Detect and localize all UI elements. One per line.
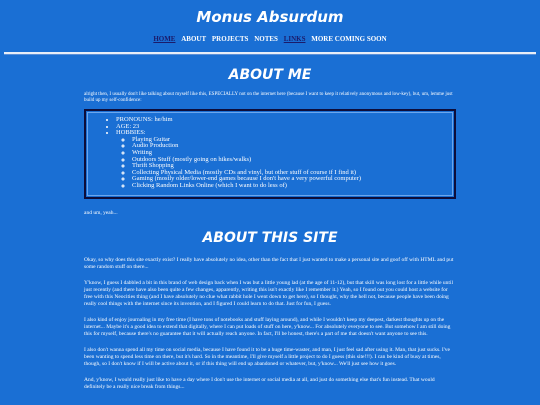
about-site-paragraph: Y'know, I guess I dabbled a bit in this brand of web design back when I was but a little young lad (at the age of 11-12), but that skill was long lost for a little while until just recently (and there have also been quite a few changes, apparently, writing this isn't exactly like I remember it.) Yeah, so I found out you could host a website for free with this Neocities thing (and I have absolutely no clue what rabbit hole I went down to get here), so I thought, why the hell not, because people have been doing really cool things with the internet since its invention, and I figured I could learn to do that. Just for fun, I guess. [84,280,454,307]
site-title: Monus Absurdum [196,8,344,26]
hobby-item: ◦ Thrift Shopping [132,163,450,170]
hobby-item: ◦ Playing Guitar [132,137,450,144]
hobby-item: ◦ Collecting Physical Media (mostly CDs and vinyl, but other stuff of course if I find it) [132,170,450,177]
hobbies-list [116,137,450,190]
about-site-heading: ABOUT THIS SITE [202,230,338,246]
nav-home-link[interactable]: HOME [153,35,176,43]
hobby-item: ◦ Outdoors Stuff (mostly going on hikes/walks) [132,157,450,164]
about-site-paragraph: And, y'know, I would really just like to have a day where I don't use the internet or social media at all, and just do something else that's fun instead. That would definitely be a really nice break from things... [84,377,435,390]
about-site-paragraph: Okay, so why does this site exactly exist? I really have absolutely no idea, other than the fact that I just wanted to make a personal site and goof off with HTML and put some random stuff on there... [84,257,454,270]
top-nav [0,35,540,43]
facts-list [86,117,450,190]
hobby-item: ◦ Clicking Random Links Online (which I want to do less of) [132,183,450,190]
nav-more-coming-soon: MORE COMING SOON [311,35,387,43]
fact-pronouns: • PRONOUNS: he/him [116,117,450,124]
hobbies-label: HOBBIES: [116,129,146,137]
nav-projects-link[interactable]: PROJECTS [211,35,249,43]
nav-notes-link[interactable]: NOTES [254,35,278,43]
fact-age: • AGE: 23 [116,124,450,131]
nav-about-link[interactable]: ABOUT [181,35,207,43]
about-me-intro: alright then, I usually don't like talking about myself like this, ESPECIALLY not on the internet here (because I want to keep it relatively anonymous and low-key), but, um, lemme just build up my self-confidence: [84,92,453,103]
hobby-item: ◦ Gaming (mostly older/lower-end games because I don't have a very powerful computer) [132,176,450,183]
fact-hobbies [116,130,450,189]
header-divider [4,52,536,55]
about-me-outro: and um, yeah... [84,210,118,216]
about-me-heading: ABOUT ME [228,67,312,83]
nav-links-link[interactable]: LINKS [283,35,306,43]
about-site-paragraph: I also kind of enjoy journaling in my free time (I have tons of notebooks and stuff laying around), and while I wouldn't keep my deepest, darkest thoughts up on the internet... Maybe it's a good idea to extend that digitally, where I can put loads of stuff on here, y'know... For absolutely everyone to see. But somehow I am still doing this for myself, because there's no guarantee that it will actually reach anyone. In fact, I'll be honest, there's a part of me that doesn't want anyone to see this. [84,317,451,337]
about-site-paragraph: I also don't wanna spend all my time on social media, because I have found it to be a huge time-waster, and man, I just feel sad after using it. Man, that just sucks. I've been wanting to spend less time on there, but it's hard. So in the meantime, I'll give myself a little project to do I guess (this site!!!). I can be kind of busy at times, though, so I don't know if I will be active about it, or if this thing will end up abandoned or whatever, but, y'know... We'll just see how it goes. [84,347,450,367]
hobby-item: ◦ Writing [132,150,450,157]
hobby-item: ◦ Audio Production [132,143,450,150]
about-me-facts-box [84,109,456,199]
